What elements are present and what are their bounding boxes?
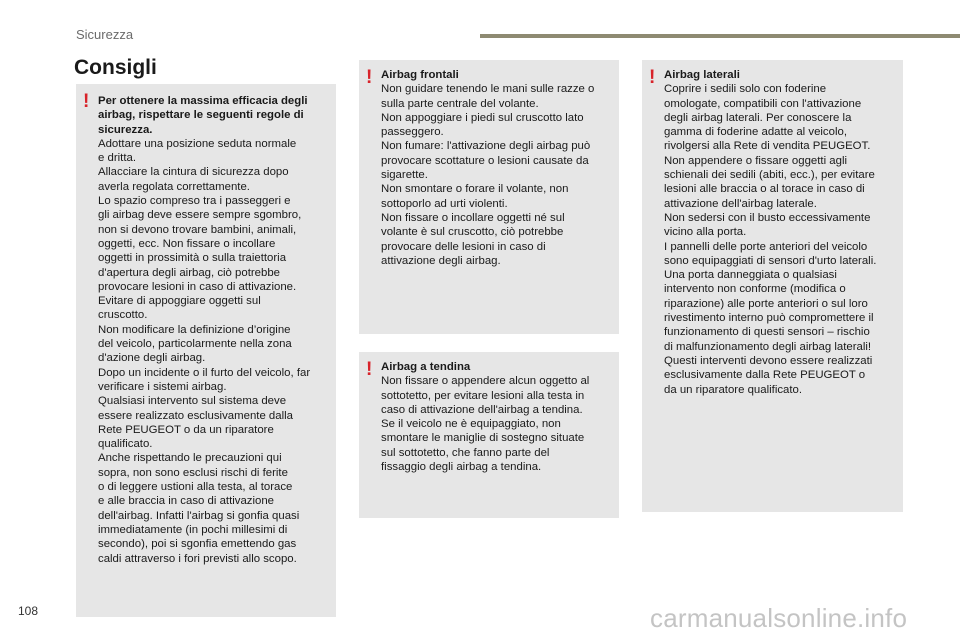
lateral-airbag-warning-box <box>642 60 903 512</box>
frontal-box-body: Non guidare tenendo le mani sulle razze o sulla parte centrale del volante. Non appoggiare i piedi sul cruscotto lato passeggero. Non fumare: l'attivazione degli airbag può provocare scottature o lesioni causate da sigarette. Non smontare o forare il volante, non sottoporlo ad urti violenti. Non fissare o incollare oggetti né sul volante è sul cruscotto, ciò potrebbe provocare delle lesioni in caso di attivazione degli airbag. <box>381 83 595 267</box>
curtain-airbag-warning-box <box>359 352 619 518</box>
tips-box-title: Per ottenere la massima efficacia degli airbag, rispettare le seguenti regole di sicurezza. <box>98 95 308 136</box>
warning-exclamation-icon: ! <box>366 67 373 88</box>
tips-warning-box <box>76 84 336 617</box>
warning-exclamation-icon: ! <box>649 67 656 88</box>
lateral-box-title: Airbag laterali <box>664 69 740 81</box>
warning-exclamation-icon: ! <box>83 91 90 112</box>
curtain-box-body: Non fissare o appendere alcun oggetto al sottotetto, per evitare lesioni alla testa in caso di attivazione dell'airbag a tendina. Se il veicolo ne è equipaggiato, non smontare le maniglie di sostegno situate sul sottotetto, che fanno parte del fissaggio degli airbag a tendina. <box>381 375 590 474</box>
warning-exclamation-icon: ! <box>366 359 373 380</box>
page-title: Consigli <box>74 56 157 79</box>
section-label: Sicurezza <box>76 27 134 42</box>
tips-box-body: Adottare una posizione seduta normale e dritta. Allacciare la cintura di sicurezza dopo averla regolata correttamente. Lo spazio compreso tra i passeggeri e gli airbag deve essere sempre sgombro, non si devono trovare bambini, animali, oggetti, ecc. Non fissare o incollare oggetti in prossimità o sulla traiettoria d'apertura degli airbag, ciò potrebbe provocare lesioni in caso di attivazione. Evitare di appoggiare oggetti sul cruscotto. Non modificare la definizione d’origine del veicolo, particolarmente nella zona d'azione degli airbag. Dopo un incidente o il furto del veicolo, far verificare i sistemi airbag. Qualsiasi intervento sul sistema deve essere realizzato esclusivamente dalla Rete PEUGEOT o da un riparatore qualificato. Anche rispettando le precauzioni qui sopra, non sono esclusi rischi di ferite o di leggere ustioni alla testa, al torace e alle braccia in caso di attivazione dell'airbag. Infatti l'airbag si gonfia quasi immediatamente (in pochi millesimi di secondo), poi si sgonfia emettendo gas caldi attraverso i fori previsti allo scopo. <box>98 137 311 565</box>
lateral-box-body: Coprire i sedili solo con foderine omologate, compatibili con l'attivazione degli airbag laterali. Per conoscere la gamma di foderine adatte al veicolo, rivolgersi alla Rete di vendita PEUGEOT. Non appendere o fissare oggetti agli schienali dei sedili (abiti, ecc.), per evitare lesioni alle braccia o al torace in caso di attivazione dell'airbag laterale. Non sedersi con il busto eccessivamente vicino alla porta. I pannelli delle porte anteriori del veicolo sono equipaggiati di sensori d'urto laterali. Una porta danneggiata o qualsiasi intervento non conforme (modifica o riparazione) alle porte anteriori o sul loro rivestimento interno può compromettere il funzionamento di questi sensori – rischio di malfunzionamento degli airbag laterali! Questi interventi devono essere realizzati esclusivamente dalla Rete PEUGEOT o da un riparatore qualificato. <box>664 83 877 396</box>
page-number: 108 <box>18 604 39 618</box>
header-bar <box>480 34 960 38</box>
frontal-airbag-warning-box <box>359 60 619 334</box>
frontal-box-title: Airbag frontali <box>381 69 459 81</box>
watermark: carmanualsonline.info <box>650 603 908 633</box>
curtain-box-title: Airbag a tendina <box>381 361 471 373</box>
